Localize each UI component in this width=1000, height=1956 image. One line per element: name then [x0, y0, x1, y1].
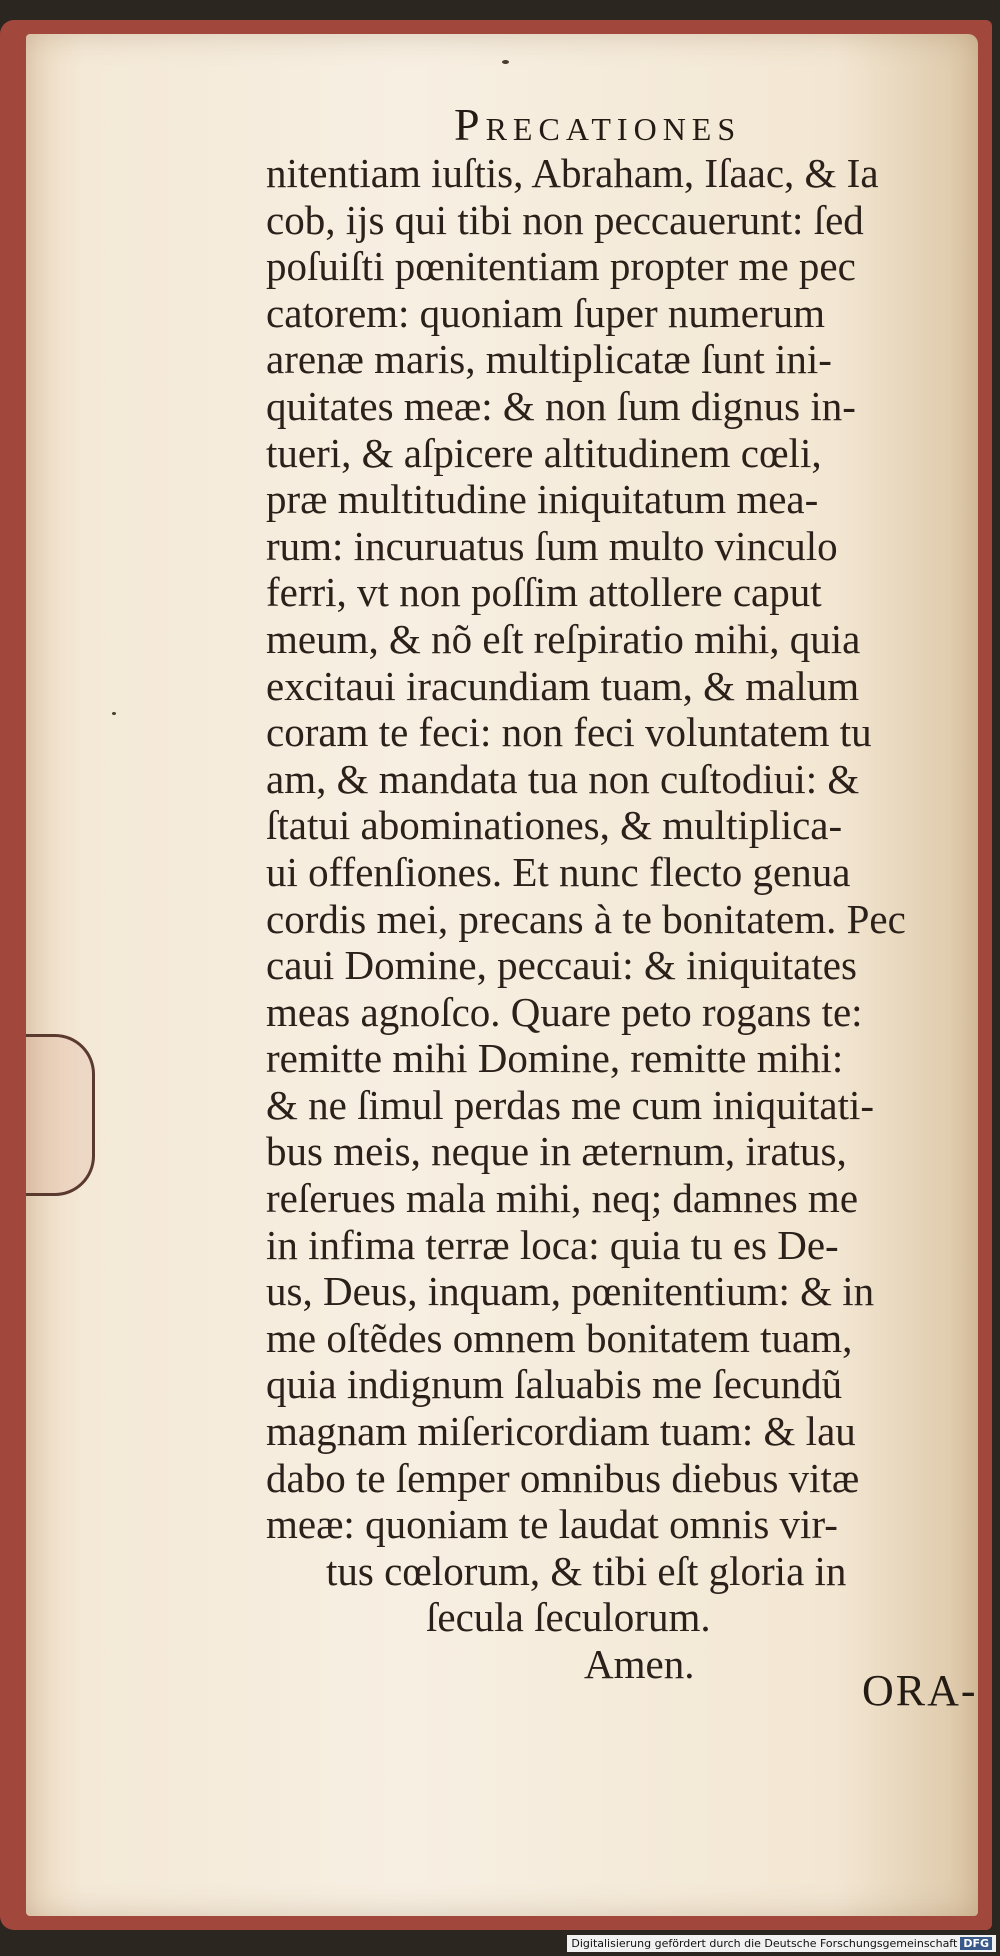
- text-line: meas agnoſco. Quare peto rogans te:: [266, 988, 863, 1035]
- text-line: tus cœlorum, & tibi eſt gloria in: [326, 1547, 847, 1594]
- text-line: am, & mandata tua non cuſtodiui: &: [266, 755, 860, 802]
- text-line: ferri, vt non poſſim attollere caput: [266, 569, 822, 616]
- text-line: rum: incuruatus ſum multo vinculo: [266, 522, 838, 569]
- dfg-logo: DFG: [960, 1937, 992, 1950]
- text-line: coram te feci: non feci voluntatem tu: [266, 709, 872, 756]
- text-line: magnam miſericordiam tuam: & lau: [266, 1408, 856, 1455]
- text-line: præ multitudine iniquitatum mea-: [266, 476, 819, 523]
- ink-speck: [112, 712, 116, 715]
- text-line: catorem: quoniam ſuper numerum: [266, 289, 826, 336]
- text-line: dabo te ſemper omnibus diebus vitæ: [266, 1454, 860, 1501]
- text-line: meæ: quoniam te laudat omnis vir-: [266, 1501, 838, 1548]
- text-line: caui Domine, peccaui: & iniquitates: [266, 942, 857, 989]
- text-line: ui offenſiones. Et nunc flecto genua: [266, 848, 851, 895]
- text-line: ſecula ſeculorum.: [426, 1594, 711, 1641]
- text-line: cordis mei, precans à te bonitatem. Pec: [266, 895, 906, 942]
- page-text: [266, 150, 986, 1688]
- text-line: nitentiam iuſtis, Abraham, Iſaac, & Ia: [266, 150, 879, 196]
- text-line: arenæ maris, multiplicatæ ſunt ini-: [266, 336, 832, 383]
- text-line: reſerues mala mihi, neq; damnes me: [266, 1175, 859, 1222]
- text-line: meum, & nõ eſt reſpiratio mihi, quia: [266, 615, 861, 662]
- catchword: ORA-: [862, 1666, 978, 1715]
- text-line: cob, ijs qui tibi non peccauerunt: ſed: [266, 196, 864, 243]
- text-line: remitte mihi Domine, remitte mihi:: [266, 1035, 844, 1082]
- ink-speck: [502, 60, 509, 64]
- text-line: bus meis, neque in æternum, iratus,: [266, 1128, 847, 1175]
- text-line: tueri, & aſpicere altitudinem cœli,: [266, 429, 822, 476]
- text-line: excitaui iracundiam tuam, & malum: [266, 662, 860, 709]
- amen-line: Amen.: [584, 1641, 695, 1687]
- running-head: Precationes: [454, 99, 742, 150]
- text-line: us, Deus, inquam, pœnitentium: & in: [266, 1268, 875, 1315]
- text-line: poſuiſti pœnitentiam propter me pec: [266, 243, 856, 290]
- text-line: quia indignum ſaluabis me ſecundũ: [266, 1361, 843, 1408]
- text-line: in infima terræ loca: quia tu es De-: [266, 1221, 839, 1268]
- text-line: me oſtẽdes omnem bonitatem tuam,: [266, 1314, 853, 1361]
- credit-text: Digitalisierung gefördert durch die Deutsche Forschungsgemeinschaft: [571, 1937, 958, 1950]
- clasp-mark: [26, 1034, 95, 1196]
- digitization-credit: [567, 1935, 996, 1952]
- text-line: ſtatui abominationes, & multiplica-: [266, 802, 843, 849]
- text-line: quitates meæ: & non ſum dignus in-: [266, 382, 856, 429]
- text-line: & ne ſimul perdas me cum iniquitati-: [266, 1081, 875, 1128]
